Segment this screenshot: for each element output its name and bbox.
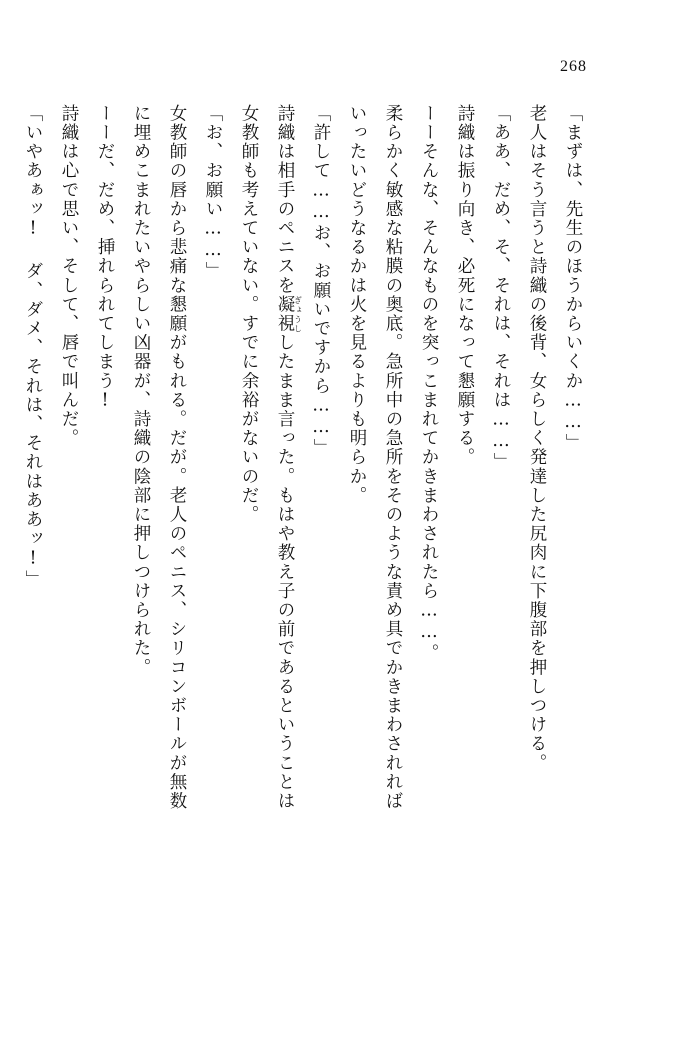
text-line: 「お、お願い……」 — [203, 104, 223, 281]
text-line: 「まずは、先生のほうからいくか……」 — [563, 104, 583, 453]
text-line: 「許して……お、お願いですから……」 — [311, 104, 331, 458]
text-line: 女教師も考えていない。すでに余裕がないのだ。 — [239, 104, 259, 525]
ruby-annotation: 凝視ぎょうし — [275, 295, 303, 334]
text-line: 柔らかく敏感な粘膜の奥底。急所中の急所をそのような責め具でかきまわされれば — [383, 104, 403, 811]
text-line: 詩織は振り向き、必死になって懇願する。 — [455, 104, 475, 467]
text-line: 詩織は相手のペニスを凝視ぎょうししたまま言った。もはや教え子の前であるということは — [275, 104, 303, 811]
text-line: 「ああ、だめ、そ、それは、それは……」 — [491, 104, 511, 472]
text-line: 「いやあぁッ! ダ、ダメ、それは、それはああッ!」 — [23, 104, 43, 589]
text-line: いったいどうなるかは火を見るよりも明らか。 — [347, 104, 367, 506]
text-line: 女教師の唇から悲痛な懇願がもれる。だが。老人のペニス、シリコンボールが無数 — [167, 104, 187, 811]
text-line: 老人はそう言うと詩織の後背、女らしく発達した尻肉に下腹部を押しつける。 — [527, 104, 547, 773]
vertical-text-body — [23, 104, 591, 904]
text-line: 詩織は心で思い、そして、唇で叫んだ。 — [59, 104, 79, 448]
text-line: に埋めこまれたいやらしい凶器が、詩織の陰部に押しつけられた。 — [131, 104, 151, 677]
text-line: ーーそんな、そんなものを突っこまれてかきまわされたら……。 — [419, 104, 439, 663]
text-line: ーーだ、だめ、挿れられてしまう! — [95, 104, 115, 413]
page-number: 268 — [560, 58, 587, 75]
